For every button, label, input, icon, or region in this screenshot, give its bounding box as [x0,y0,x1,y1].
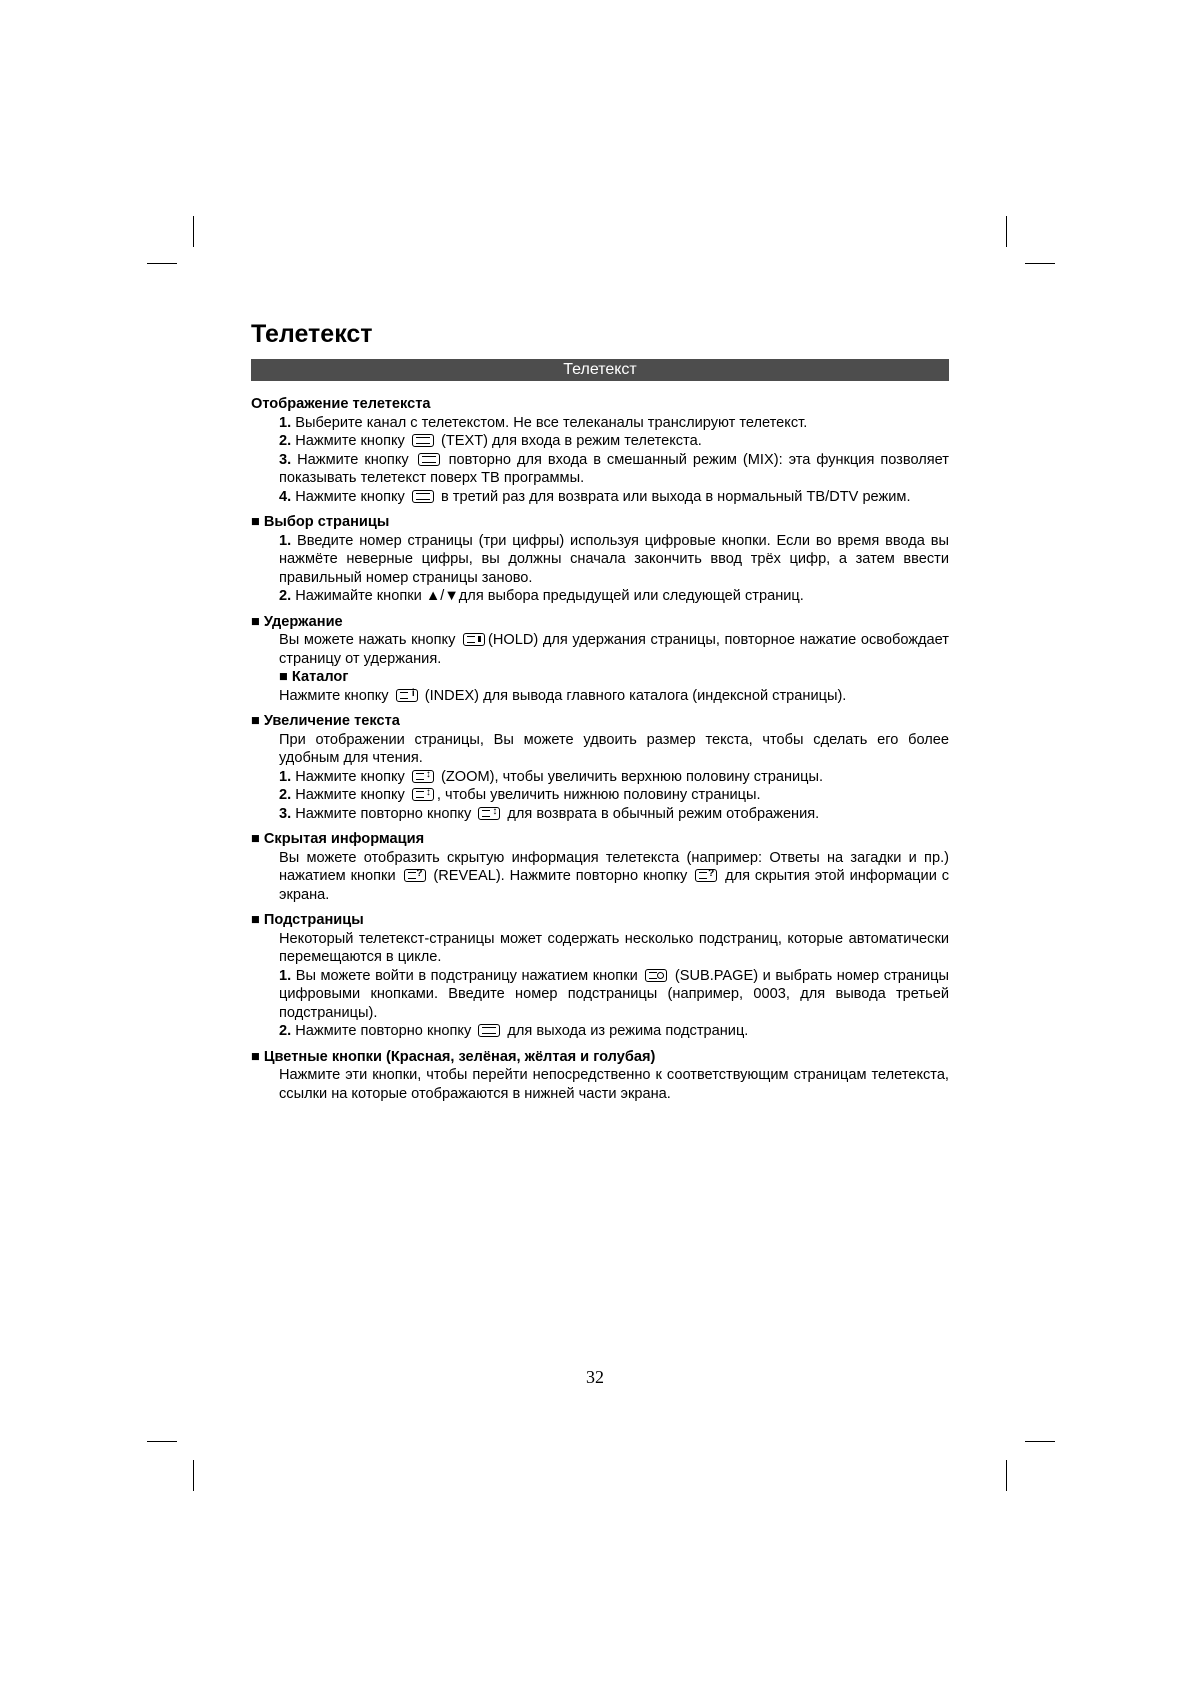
crop-mark [1006,1460,1007,1491]
list-item: 2. Нажимайте кнопки ▲/▼для выбора предыдущей или следующей страниц. [279,588,804,604]
section-header-bar: Телетекст [251,359,949,381]
reveal-button-icon: ? [695,869,717,882]
paragraph: Некоторый телетекст-страницы может содержать несколько подстраниц, которые автоматически перемещаются в цикле. [279,930,949,965]
list-item: 1. Нажмите кнопку ↕ (ZOOM), чтобы увеличить верхнюю половину страницы. [279,768,824,785]
subpage-button-icon [645,969,667,982]
crop-mark [1025,263,1055,264]
list-item: 1. Вы можете войти в подстраницу нажатием кнопки (SUB.PAGE) и выбрать номер страницы цифровыми кнопками. Введите номер подстраницы (например, 0003, для вывода третьей подстраницы). [279,967,949,1021]
section-title: Отображение телетекста [251,396,431,412]
section-zoom [251,712,949,823]
index-button-icon: i [396,689,418,702]
paragraph: Нажмите эти кнопки, чтобы перейти непосредственно к соответствующим страницам телетекста, ссылки на которые отображаются в нижней части экрана. [279,1067,949,1102]
crop-mark [193,216,194,247]
section-title: ■ Удержание [251,613,343,630]
list-item: 2. Нажмите кнопку ↕ , чтобы увеличить нижнюю половину страницы. [279,787,761,803]
section-title: ■ Цветные кнопки (Красная, зелёная, жёлтая и голубая) [251,1048,656,1065]
page-content [251,395,949,1110]
section-title: ■ Выбор страницы [251,514,390,530]
text-button-icon [478,1024,500,1037]
zoom-button-icon: ↕ [412,770,434,783]
page-number: 32 [586,1367,604,1387]
list-item: 2. Нажмите повторно кнопку для выхода из режима подстраниц. [279,1023,749,1039]
paragraph: Нажмите кнопку i (INDEX) для вывода главного каталога (индексной страницы). [279,687,847,704]
list-item: 1. Введите номер страницы (три цифры) используя цифровые кнопки. Если во время ввода вы нажмёте неверные цифры, вы должны сначала закончить ввод трёх цифр, а затем ввести правильный номер страницы заново. [279,532,949,586]
section-page-select [251,513,949,606]
text-button-icon [412,490,434,503]
page-title: Телетекст [251,320,373,348]
section-title: ■ Подстраницы [251,912,364,928]
list-item: 3. Нажмите кнопку повторно для входа в смешанный режим (MIX): эта функция позволяет показывать телетекст поверх ТВ программы. [279,451,949,486]
reveal-button-icon: ? [404,869,426,882]
list-item: 4. Нажмите кнопку в третий раз для возврата или выхода в нормальный ТВ/DTV режим. [279,488,911,505]
list-item: 3. Нажмите повторно кнопку ↕ для возврата в обычный режим отображения. [279,805,820,822]
crop-mark [193,1460,194,1491]
list-item: 1. Выберите канал с телетекстом. Не все телеканалы транслируют телетекст. [279,414,808,431]
section-hidden-info [251,830,949,904]
zoom-button-icon: ↕ [478,807,500,820]
hold-button-icon [463,633,485,646]
text-button-icon [412,434,434,447]
crop-mark [147,263,177,264]
paragraph: При отображении страницы, Вы можете удвоить размер текста, чтобы сделать его более удобным для чтения. [279,731,949,766]
crop-mark [147,1441,177,1442]
section-subpages [251,911,949,1041]
paragraph: Вы можете отобразить скрытую информация телетекста (например: Ответы на загадки и пр.) нажатием кнопки ? (REVEAL). Нажмите повторно кнопку ? для скрытия этой информации с экрана. [279,849,950,903]
crop-mark [1006,216,1007,247]
section-title: ■ Увеличение текста [251,713,400,729]
zoom-button-icon: ↕ [412,788,434,801]
section-title: ■ Скрытая информация [251,831,425,847]
section-display-teletext [251,395,949,506]
crop-mark [1025,1441,1055,1442]
list-item: 2. Нажмите кнопку (TEXT) для входа в режим телетекста. [279,433,702,449]
section-hold [251,613,949,706]
subsection-title: ■ Каталог [279,669,349,685]
paragraph: Вы можете нажать кнопку (HOLD) для удержания страницы, повторное нажатие освобождает страницу от удержания. [279,632,949,667]
text-button-icon [418,453,440,466]
section-color-buttons [251,1048,949,1104]
